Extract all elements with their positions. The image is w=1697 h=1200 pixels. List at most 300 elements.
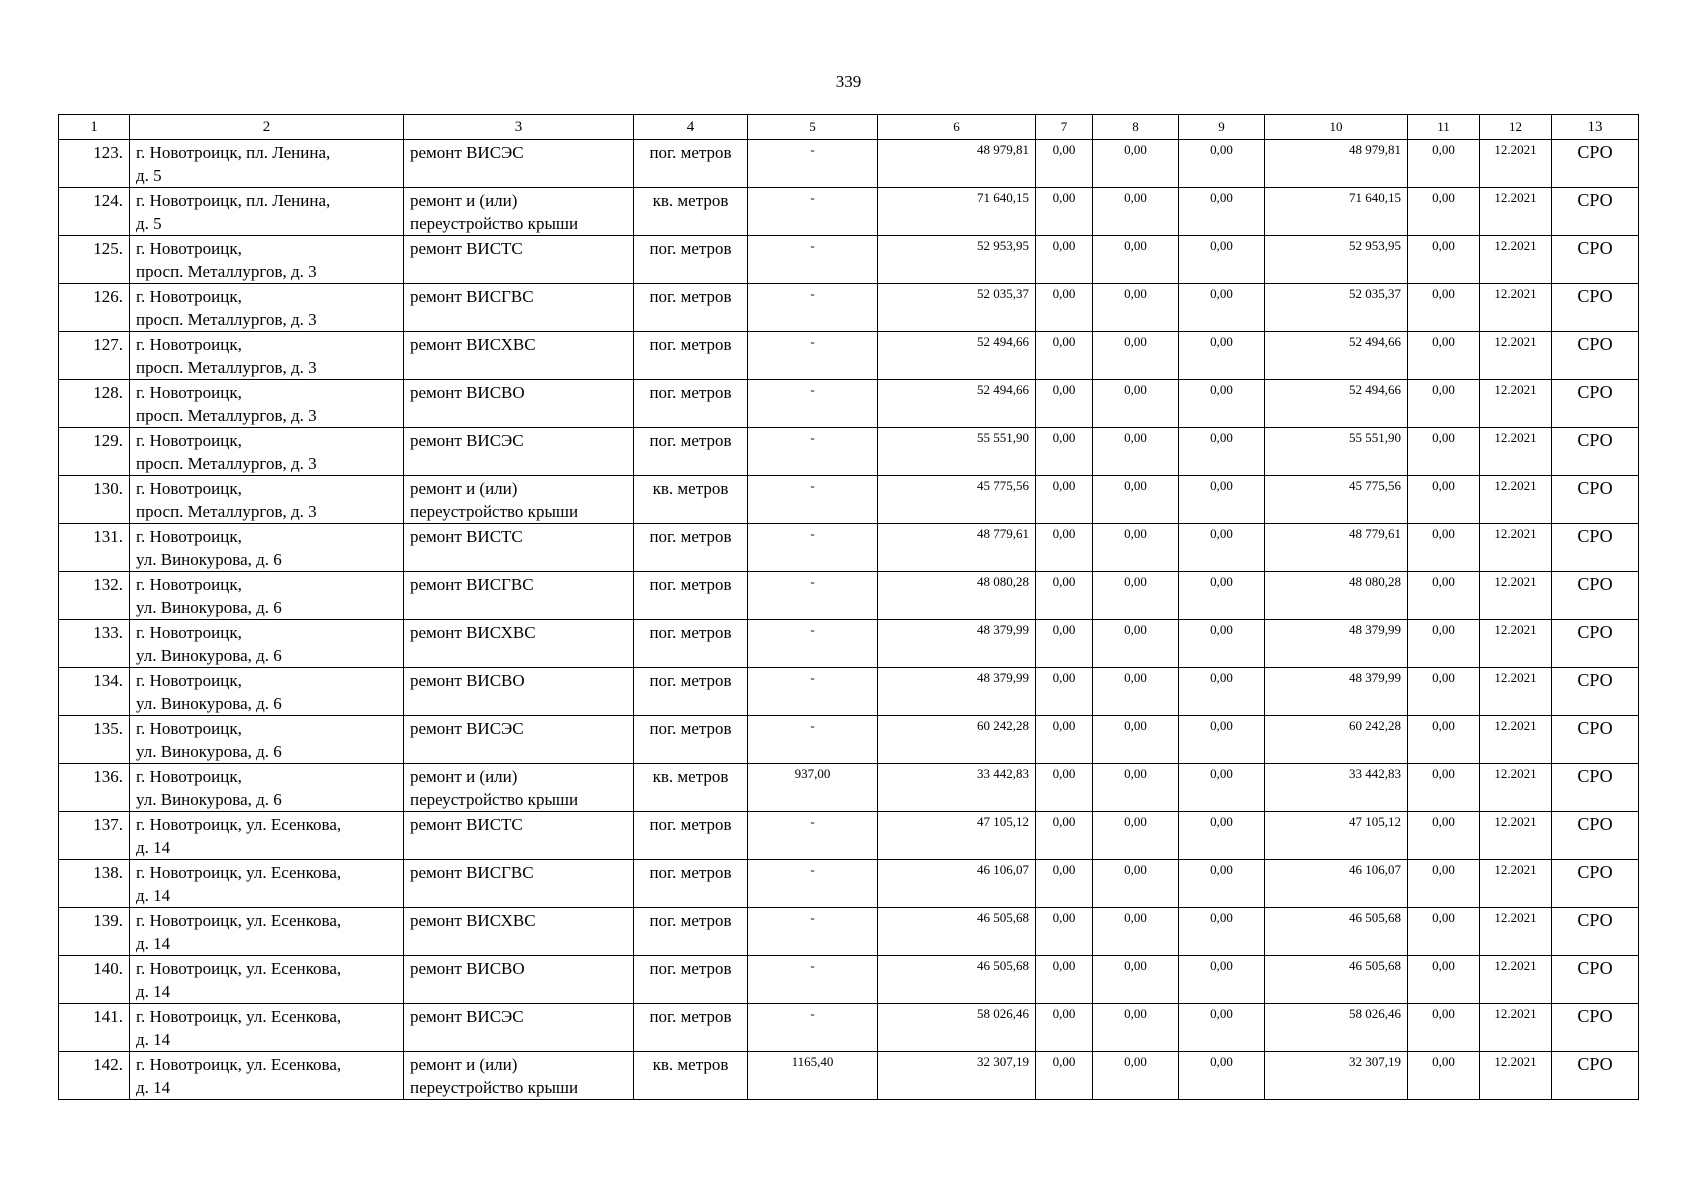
address-line: д. 14 [136,982,171,1001]
value-cell: 0,00 [1408,620,1480,668]
address-line: просп. Металлургов, д. 3 [136,358,317,377]
value-cell: 0,00 [1036,764,1093,812]
value-cell: 0,00 [1408,428,1480,476]
organization-cell: СРО [1552,956,1639,1004]
fund-cost-cell: 45 775,56 [1265,476,1408,524]
total-cost-cell: 46 505,68 [878,908,1036,956]
value-cell: 0,00 [1408,908,1480,956]
table-row [59,332,1639,380]
organization-cell: СРО [1552,668,1639,716]
column-header: 1 [59,115,130,140]
value-cell: 0,00 [1093,476,1179,524]
value-cell: 0,00 [1093,1004,1179,1052]
address-line: г. Новотроицк, [136,623,242,642]
row-number: 132. [59,572,130,620]
value-cell: 0,00 [1093,236,1179,284]
work-type-line: ремонт ВИСГВС [410,863,534,882]
unit-cell: пог. метров [634,236,748,284]
address-line: просп. Металлургов, д. 3 [136,262,317,281]
value-cell: 0,00 [1036,1052,1093,1100]
value-cell: 0,00 [1179,764,1265,812]
organization-cell: СРО [1552,332,1639,380]
unit-cell: пог. метров [634,284,748,332]
unit-cell: кв. метров [634,476,748,524]
total-cost-cell: 58 026,46 [878,1004,1036,1052]
address-line: г. Новотроицк, ул. Есенкова, [136,815,342,834]
total-cost-cell: 45 775,56 [878,476,1036,524]
volume-cell: - [748,236,878,284]
address-line: ул. Винокурова, д. 6 [136,550,282,569]
work-type-cell [404,524,634,572]
work-type-cell [404,284,634,332]
address-cell [130,716,404,764]
value-cell: 0,00 [1408,188,1480,236]
date-cell: 12.2021 [1480,860,1552,908]
total-cost-cell: 71 640,15 [878,188,1036,236]
value-cell: 0,00 [1179,332,1265,380]
row-number: 140. [59,956,130,1004]
organization-cell: СРО [1552,860,1639,908]
address-line: г. Новотроицк, пл. Ленина, [136,191,331,210]
date-cell: 12.2021 [1480,476,1552,524]
fund-cost-cell: 48 379,99 [1265,668,1408,716]
row-number: 138. [59,860,130,908]
total-cost-cell: 46 106,07 [878,860,1036,908]
total-cost-cell: 52 494,66 [878,332,1036,380]
work-type-line: ремонт ВИСТС [410,239,523,258]
work-type-cell [404,668,634,716]
address-cell [130,764,404,812]
table-row [59,524,1639,572]
work-type-cell [404,236,634,284]
unit-cell: пог. метров [634,428,748,476]
volume-cell: - [748,332,878,380]
table-row [59,428,1639,476]
date-cell: 12.2021 [1480,380,1552,428]
value-cell: 0,00 [1093,908,1179,956]
works-table [58,114,1639,1100]
table-row [59,956,1639,1004]
work-type-cell [404,716,634,764]
fund-cost-cell: 52 494,66 [1265,332,1408,380]
volume-cell: - [748,380,878,428]
value-cell: 0,00 [1408,524,1480,572]
value-cell: 0,00 [1179,428,1265,476]
address-cell [130,668,404,716]
unit-cell: кв. метров [634,188,748,236]
address-line: д. 5 [136,214,162,233]
table-row [59,716,1639,764]
organization-cell: СРО [1552,428,1639,476]
organization-cell: СРО [1552,716,1639,764]
work-type-cell [404,764,634,812]
date-cell: 12.2021 [1480,572,1552,620]
address-cell [130,1004,404,1052]
organization-cell: СРО [1552,764,1639,812]
value-cell: 0,00 [1093,572,1179,620]
value-cell: 0,00 [1408,236,1480,284]
value-cell: 0,00 [1036,284,1093,332]
address-cell [130,524,404,572]
value-cell: 0,00 [1408,812,1480,860]
unit-cell: пог. метров [634,860,748,908]
address-line: г. Новотроицк, [136,527,242,546]
value-cell: 0,00 [1179,668,1265,716]
address-line: г. Новотроицк, пл. Ленина, [136,143,331,162]
work-type-line: ремонт ВИСГВС [410,575,534,594]
value-cell: 0,00 [1093,428,1179,476]
value-cell: 0,00 [1036,380,1093,428]
row-number: 130. [59,476,130,524]
column-header: 8 [1093,115,1179,140]
table-row [59,284,1639,332]
address-line: г. Новотроицк, [136,719,242,738]
value-cell: 0,00 [1408,380,1480,428]
value-cell: 0,00 [1093,188,1179,236]
unit-cell: пог. метров [634,956,748,1004]
value-cell: 0,00 [1036,188,1093,236]
value-cell: 0,00 [1179,956,1265,1004]
address-line: ул. Винокурова, д. 6 [136,790,282,809]
work-type-line: ремонт и (или) [410,1055,518,1074]
value-cell: 0,00 [1093,860,1179,908]
total-cost-cell: 55 551,90 [878,428,1036,476]
column-header: 9 [1179,115,1265,140]
volume-cell: - [748,428,878,476]
total-cost-cell: 60 242,28 [878,716,1036,764]
value-cell: 0,00 [1408,140,1480,188]
work-type-cell [404,812,634,860]
table-row [59,860,1639,908]
value-cell: 0,00 [1036,140,1093,188]
value-cell: 0,00 [1408,716,1480,764]
table-row [59,572,1639,620]
fund-cost-cell: 48 080,28 [1265,572,1408,620]
value-cell: 0,00 [1179,236,1265,284]
organization-cell: СРО [1552,284,1639,332]
header-row [59,115,1639,140]
value-cell: 0,00 [1036,236,1093,284]
value-cell: 0,00 [1179,908,1265,956]
table-row [59,236,1639,284]
table-row [59,1004,1639,1052]
value-cell: 0,00 [1179,188,1265,236]
organization-cell: СРО [1552,1004,1639,1052]
column-header: 11 [1408,115,1480,140]
total-cost-cell: 48 080,28 [878,572,1036,620]
work-type-line: ремонт ВИСХВС [410,335,536,354]
organization-cell: СРО [1552,476,1639,524]
work-type-line: ремонт ВИСЭС [410,719,524,738]
volume-cell: - [748,476,878,524]
unit-cell: кв. метров [634,764,748,812]
work-type-cell [404,956,634,1004]
volume-cell: - [748,908,878,956]
row-number: 136. [59,764,130,812]
value-cell: 0,00 [1408,1004,1480,1052]
value-cell: 0,00 [1093,764,1179,812]
address-line: г. Новотроицк, ул. Есенкова, [136,911,342,930]
address-cell [130,140,404,188]
fund-cost-cell: 46 505,68 [1265,908,1408,956]
row-number: 137. [59,812,130,860]
value-cell: 0,00 [1036,908,1093,956]
table-row [59,620,1639,668]
value-cell: 0,00 [1408,668,1480,716]
organization-cell: СРО [1552,380,1639,428]
work-type-line: переустройство крыши [410,790,579,809]
value-cell: 0,00 [1408,956,1480,1004]
fund-cost-cell: 32 307,19 [1265,1052,1408,1100]
value-cell: 0,00 [1408,572,1480,620]
value-cell: 0,00 [1093,716,1179,764]
organization-cell: СРО [1552,620,1639,668]
date-cell: 12.2021 [1480,956,1552,1004]
unit-cell: пог. метров [634,572,748,620]
work-type-cell [404,1052,634,1100]
address-line: г. Новотроицк, [136,479,242,498]
column-header: 4 [634,115,748,140]
fund-cost-cell: 46 505,68 [1265,956,1408,1004]
total-cost-cell: 48 379,99 [878,668,1036,716]
volume-cell: - [748,188,878,236]
total-cost-cell: 46 505,68 [878,956,1036,1004]
value-cell: 0,00 [1093,956,1179,1004]
column-header: 5 [748,115,878,140]
volume-cell: 937,00 [748,764,878,812]
work-type-cell [404,428,634,476]
date-cell: 12.2021 [1480,284,1552,332]
fund-cost-cell: 71 640,15 [1265,188,1408,236]
value-cell: 0,00 [1179,284,1265,332]
unit-cell: пог. метров [634,716,748,764]
value-cell: 0,00 [1093,1052,1179,1100]
value-cell: 0,00 [1179,812,1265,860]
row-number: 128. [59,380,130,428]
address-line: ул. Винокурова, д. 6 [136,646,282,665]
address-cell [130,428,404,476]
column-header: 2 [130,115,404,140]
value-cell: 0,00 [1093,812,1179,860]
work-type-line: ремонт ВИСТС [410,815,523,834]
work-type-cell [404,476,634,524]
volume-cell: 1165,40 [748,1052,878,1100]
table-row [59,812,1639,860]
work-type-line: ремонт ВИСВО [410,959,525,978]
date-cell: 12.2021 [1480,764,1552,812]
volume-cell: - [748,572,878,620]
organization-cell: СРО [1552,188,1639,236]
value-cell: 0,00 [1093,284,1179,332]
address-cell [130,236,404,284]
address-cell [130,956,404,1004]
work-type-cell [404,140,634,188]
row-number: 131. [59,524,130,572]
date-cell: 12.2021 [1480,188,1552,236]
address-cell [130,620,404,668]
fund-cost-cell: 52 494,66 [1265,380,1408,428]
total-cost-cell: 48 979,81 [878,140,1036,188]
address-line: г. Новотроицк, [136,431,242,450]
value-cell: 0,00 [1036,428,1093,476]
address-line: г. Новотроицк, [136,671,242,690]
total-cost-cell: 33 442,83 [878,764,1036,812]
volume-cell: - [748,140,878,188]
date-cell: 12.2021 [1480,236,1552,284]
fund-cost-cell: 48 379,99 [1265,620,1408,668]
volume-cell: - [748,860,878,908]
fund-cost-cell: 60 242,28 [1265,716,1408,764]
value-cell: 0,00 [1036,572,1093,620]
value-cell: 0,00 [1408,476,1480,524]
value-cell: 0,00 [1036,668,1093,716]
date-cell: 12.2021 [1480,812,1552,860]
unit-cell: пог. метров [634,668,748,716]
value-cell: 0,00 [1408,764,1480,812]
value-cell: 0,00 [1179,140,1265,188]
unit-cell: пог. метров [634,908,748,956]
address-cell [130,332,404,380]
volume-cell: - [748,620,878,668]
row-number: 141. [59,1004,130,1052]
volume-cell: - [748,812,878,860]
unit-cell: пог. метров [634,524,748,572]
work-type-cell [404,908,634,956]
column-header: 7 [1036,115,1093,140]
column-header: 13 [1552,115,1639,140]
fund-cost-cell: 52 953,95 [1265,236,1408,284]
address-line: г. Новотроицк, [136,575,242,594]
value-cell: 0,00 [1093,620,1179,668]
address-line: д. 14 [136,1078,171,1097]
work-type-line: ремонт ВИСЭС [410,1007,524,1026]
address-line: ул. Винокурова, д. 6 [136,598,282,617]
address-cell [130,812,404,860]
organization-cell: СРО [1552,1052,1639,1100]
date-cell: 12.2021 [1480,140,1552,188]
work-type-line: переустройство крыши [410,214,579,233]
table-row [59,140,1639,188]
work-type-line: ремонт и (или) [410,767,518,786]
work-type-line: ремонт и (или) [410,479,518,498]
work-type-line: переустройство крыши [410,502,579,521]
row-number: 134. [59,668,130,716]
organization-cell: СРО [1552,908,1639,956]
value-cell: 0,00 [1179,716,1265,764]
table-row [59,764,1639,812]
address-line: просп. Металлургов, д. 3 [136,310,317,329]
address-cell [130,860,404,908]
value-cell: 0,00 [1179,1052,1265,1100]
value-cell: 0,00 [1036,620,1093,668]
work-type-line: ремонт ВИСЭС [410,431,524,450]
work-type-line: ремонт ВИСХВС [410,911,536,930]
address-line: ул. Винокурова, д. 6 [136,694,282,713]
address-cell [130,476,404,524]
row-number: 142. [59,1052,130,1100]
address-cell [130,188,404,236]
column-header: 6 [878,115,1036,140]
value-cell: 0,00 [1036,956,1093,1004]
address-cell [130,1052,404,1100]
value-cell: 0,00 [1036,1004,1093,1052]
address-line: д. 14 [136,934,171,953]
organization-cell: СРО [1552,236,1639,284]
volume-cell: - [748,1004,878,1052]
work-type-line: ремонт ВИСХВС [410,623,536,642]
unit-cell: пог. метров [634,380,748,428]
page-number: 339 [835,72,862,91]
row-number: 133. [59,620,130,668]
row-number: 125. [59,236,130,284]
value-cell: 0,00 [1093,668,1179,716]
volume-cell: - [748,716,878,764]
address-line: д. 14 [136,886,171,905]
unit-cell: кв. метров [634,1052,748,1100]
address-line: г. Новотроицк, ул. Есенкова, [136,1055,342,1074]
date-cell: 12.2021 [1480,1052,1552,1100]
row-number: 126. [59,284,130,332]
row-number: 135. [59,716,130,764]
value-cell: 0,00 [1036,524,1093,572]
unit-cell: пог. метров [634,332,748,380]
value-cell: 0,00 [1179,620,1265,668]
value-cell: 0,00 [1093,332,1179,380]
fund-cost-cell: 52 035,37 [1265,284,1408,332]
table-row [59,380,1639,428]
table-row [59,908,1639,956]
value-cell: 0,00 [1093,524,1179,572]
unit-cell: пог. метров [634,620,748,668]
fund-cost-cell: 55 551,90 [1265,428,1408,476]
date-cell: 12.2021 [1480,524,1552,572]
value-cell: 0,00 [1093,380,1179,428]
total-cost-cell: 52 953,95 [878,236,1036,284]
address-cell [130,572,404,620]
work-type-line: ремонт ВИСВО [410,383,525,402]
date-cell: 12.2021 [1480,908,1552,956]
volume-cell: - [748,524,878,572]
work-type-cell [404,1004,634,1052]
total-cost-cell: 52 494,66 [878,380,1036,428]
address-line: просп. Металлургов, д. 3 [136,502,317,521]
work-type-cell [404,188,634,236]
work-type-cell [404,332,634,380]
value-cell: 0,00 [1036,476,1093,524]
value-cell: 0,00 [1179,524,1265,572]
column-header: 3 [404,115,634,140]
unit-cell: пог. метров [634,812,748,860]
value-cell: 0,00 [1036,812,1093,860]
table-row [59,668,1639,716]
address-cell [130,380,404,428]
date-cell: 12.2021 [1480,716,1552,764]
value-cell: 0,00 [1179,860,1265,908]
fund-cost-cell: 33 442,83 [1265,764,1408,812]
organization-cell: СРО [1552,812,1639,860]
value-cell: 0,00 [1179,572,1265,620]
volume-cell: - [748,956,878,1004]
value-cell: 0,00 [1036,860,1093,908]
address-cell [130,908,404,956]
address-line: г. Новотроицк, [136,287,242,306]
column-header: 12 [1480,115,1552,140]
organization-cell: СРО [1552,524,1639,572]
date-cell: 12.2021 [1480,668,1552,716]
address-cell [130,284,404,332]
work-type-line: ремонт и (или) [410,191,518,210]
total-cost-cell: 48 379,99 [878,620,1036,668]
